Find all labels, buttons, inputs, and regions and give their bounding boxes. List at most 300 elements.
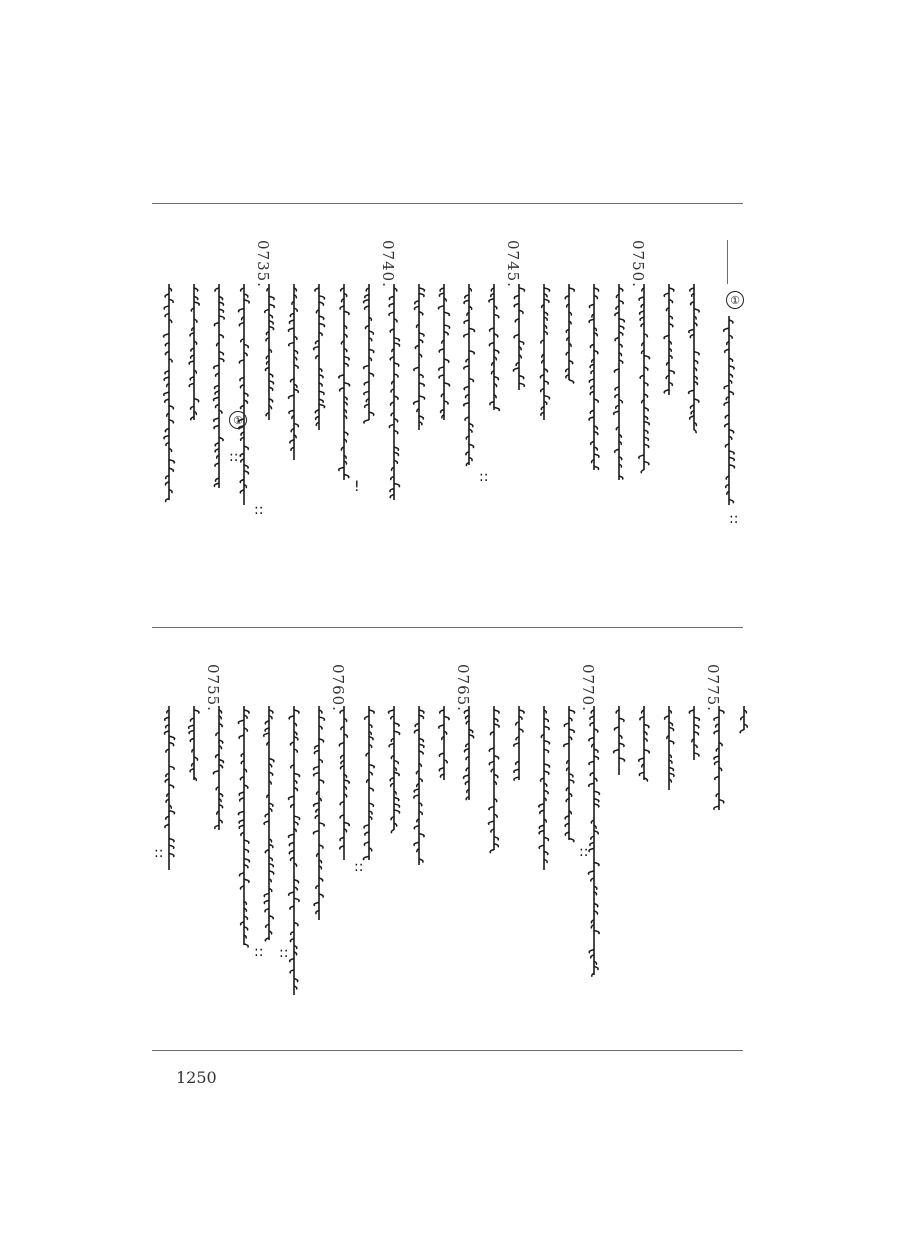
script-stroke bbox=[541, 407, 544, 411]
script-stroke bbox=[341, 727, 344, 731]
script-stroke bbox=[194, 370, 196, 374]
script-stroke bbox=[615, 394, 619, 398]
script-stroke bbox=[594, 756, 598, 760]
script-stroke bbox=[539, 831, 544, 835]
script-stroke bbox=[491, 769, 494, 773]
double-dot-mark: :: bbox=[729, 511, 739, 527]
script-stroke bbox=[215, 443, 219, 447]
script-stroke bbox=[516, 737, 519, 741]
script-stroke bbox=[419, 710, 424, 714]
script-stroke bbox=[719, 743, 722, 747]
script-stroke bbox=[640, 375, 644, 379]
script-stroke bbox=[494, 718, 498, 722]
script-stroke bbox=[391, 389, 394, 393]
script-stroke bbox=[619, 743, 624, 747]
script-stroke bbox=[419, 715, 424, 719]
script-stroke bbox=[569, 838, 574, 842]
script-stroke bbox=[166, 749, 169, 753]
script-stroke bbox=[244, 393, 248, 397]
script-stroke bbox=[590, 344, 594, 348]
script-stroke bbox=[639, 772, 644, 776]
script-stroke bbox=[444, 716, 449, 720]
script-stroke bbox=[619, 758, 625, 762]
script-stroke bbox=[469, 351, 474, 355]
script-stroke bbox=[594, 961, 597, 965]
script-stroke bbox=[588, 871, 594, 875]
script-stroke bbox=[294, 365, 298, 369]
script-stroke bbox=[494, 350, 499, 354]
script-stroke bbox=[344, 475, 349, 479]
script-stroke bbox=[439, 768, 444, 772]
script-stroke bbox=[269, 888, 272, 892]
script-stroke bbox=[214, 483, 219, 487]
script-stroke bbox=[344, 718, 347, 722]
middle-rule bbox=[152, 627, 743, 628]
script-stroke bbox=[594, 825, 596, 829]
script-stroke bbox=[644, 422, 649, 426]
script-stroke bbox=[214, 365, 219, 369]
script-stroke bbox=[319, 878, 323, 882]
script-stroke bbox=[494, 384, 497, 388]
script-stroke bbox=[616, 405, 619, 409]
script-stroke bbox=[166, 498, 169, 502]
script-stroke bbox=[469, 729, 473, 733]
script-stroke bbox=[169, 742, 174, 746]
script-stroke bbox=[344, 325, 347, 329]
script-stroke bbox=[569, 312, 572, 316]
script-stroke bbox=[364, 391, 369, 395]
script-stroke bbox=[369, 848, 372, 852]
script-stroke bbox=[344, 383, 350, 387]
script-stroke bbox=[194, 288, 198, 292]
script-stroke bbox=[391, 738, 394, 742]
script-stroke bbox=[365, 716, 369, 720]
script-stroke bbox=[729, 358, 733, 362]
script-stroke bbox=[592, 359, 594, 363]
script-stroke bbox=[444, 731, 447, 735]
script-stroke bbox=[289, 716, 294, 720]
script-stroke bbox=[644, 383, 648, 387]
script-stroke bbox=[215, 288, 219, 292]
script-stroke bbox=[164, 334, 169, 338]
script-stroke bbox=[714, 761, 719, 765]
double-dot-mark: :: bbox=[254, 944, 264, 960]
script-stroke bbox=[241, 288, 244, 292]
script-stroke bbox=[390, 495, 394, 499]
script-stroke bbox=[594, 831, 598, 835]
script-stroke bbox=[591, 386, 594, 390]
script-stroke bbox=[666, 375, 669, 379]
script-stroke bbox=[388, 710, 394, 714]
script-stroke bbox=[491, 829, 494, 833]
script-stroke bbox=[516, 722, 519, 726]
script-stroke bbox=[590, 723, 594, 727]
script-stroke bbox=[267, 288, 269, 292]
script-stroke bbox=[694, 323, 697, 327]
script-stroke bbox=[264, 893, 269, 897]
script-stroke bbox=[494, 315, 499, 319]
script-stroke bbox=[165, 294, 169, 298]
script-stroke bbox=[219, 820, 222, 824]
script-stroke bbox=[419, 803, 422, 807]
script-stroke bbox=[465, 781, 469, 785]
script-stroke bbox=[541, 734, 544, 738]
script-stroke bbox=[169, 448, 172, 452]
script-stroke bbox=[215, 404, 219, 408]
script-stroke bbox=[464, 386, 469, 390]
script-stroke bbox=[415, 345, 419, 349]
script-stroke bbox=[339, 467, 344, 471]
script-stroke bbox=[169, 288, 172, 292]
script-stroke bbox=[589, 950, 594, 954]
script-stroke bbox=[394, 823, 397, 827]
script-stroke bbox=[439, 293, 444, 297]
script-stroke bbox=[266, 338, 269, 342]
script-stroke bbox=[744, 724, 747, 728]
script-stroke bbox=[614, 369, 619, 373]
script-stroke bbox=[194, 341, 197, 345]
script-stroke bbox=[244, 769, 247, 773]
script-stroke bbox=[390, 489, 394, 493]
script-stroke bbox=[165, 717, 169, 721]
script-stroke bbox=[594, 328, 596, 332]
script-stroke bbox=[669, 773, 674, 777]
script-stroke bbox=[594, 904, 598, 908]
script-stroke bbox=[389, 296, 394, 300]
script-stroke bbox=[390, 329, 394, 333]
script-stroke bbox=[494, 395, 496, 399]
script-stroke bbox=[594, 931, 599, 935]
script-stroke bbox=[544, 317, 547, 321]
script-stroke bbox=[519, 310, 523, 314]
script-stroke bbox=[519, 341, 524, 345]
script-stroke bbox=[394, 447, 399, 451]
script-stroke bbox=[169, 359, 172, 363]
script-stroke bbox=[169, 299, 173, 303]
script-stroke bbox=[269, 374, 273, 378]
script-stroke bbox=[414, 842, 419, 846]
script-stroke bbox=[440, 288, 444, 292]
script-stroke bbox=[215, 463, 219, 467]
script-stroke bbox=[219, 334, 223, 338]
script-stroke bbox=[265, 909, 269, 913]
script-stroke bbox=[589, 783, 594, 787]
script-stroke bbox=[316, 416, 319, 420]
script-stroke bbox=[340, 802, 344, 806]
script-stroke bbox=[316, 310, 319, 314]
script-stroke bbox=[269, 879, 271, 883]
script-stroke bbox=[540, 810, 544, 814]
script-stroke bbox=[294, 288, 297, 292]
script-stroke bbox=[369, 412, 374, 416]
script-stroke bbox=[594, 454, 599, 458]
script-stroke bbox=[290, 970, 294, 974]
script-stroke bbox=[294, 389, 298, 393]
script-stroke bbox=[565, 816, 569, 820]
script-stroke bbox=[664, 390, 669, 394]
script-stroke bbox=[729, 436, 732, 440]
script-stroke bbox=[416, 771, 419, 775]
script-stroke bbox=[344, 829, 347, 833]
script-stroke bbox=[244, 400, 248, 404]
script-stroke bbox=[219, 799, 221, 803]
script-stroke bbox=[589, 848, 594, 852]
script-stroke bbox=[169, 845, 174, 849]
script-stroke bbox=[414, 401, 419, 405]
script-stroke bbox=[639, 455, 644, 459]
script-stroke bbox=[169, 420, 173, 424]
script-stroke bbox=[644, 778, 647, 782]
bottom-rule bbox=[152, 1050, 743, 1051]
script-stroke bbox=[744, 710, 746, 714]
script-stroke bbox=[469, 424, 473, 428]
script-stroke bbox=[544, 798, 546, 802]
script-stroke bbox=[590, 410, 594, 414]
script-stroke bbox=[590, 364, 594, 368]
script-stroke bbox=[294, 863, 297, 867]
script-stroke bbox=[594, 966, 598, 970]
script-stroke bbox=[417, 784, 419, 788]
script-stroke bbox=[219, 765, 223, 769]
script-stroke bbox=[466, 436, 469, 440]
script-stroke bbox=[419, 312, 423, 316]
script-stroke bbox=[725, 415, 729, 419]
script-stroke bbox=[169, 853, 174, 857]
script-stroke bbox=[316, 809, 319, 813]
script-stroke bbox=[691, 411, 694, 415]
script-stroke bbox=[319, 726, 322, 730]
script-stroke bbox=[489, 299, 494, 303]
script-stroke bbox=[264, 821, 269, 825]
script-stroke bbox=[219, 716, 221, 720]
script-stroke bbox=[465, 395, 469, 399]
script-stroke bbox=[494, 306, 497, 310]
script-stroke bbox=[340, 306, 344, 310]
script-stroke bbox=[244, 465, 248, 469]
script-stroke bbox=[244, 710, 249, 714]
script-stroke bbox=[166, 442, 169, 446]
script-stroke bbox=[319, 399, 323, 403]
script-stroke bbox=[619, 319, 624, 323]
script-stroke bbox=[419, 333, 424, 337]
script-stroke bbox=[319, 375, 323, 379]
script-stroke bbox=[219, 724, 222, 728]
script-stroke bbox=[344, 794, 347, 798]
script-stroke bbox=[690, 288, 694, 292]
script-stroke bbox=[216, 754, 219, 758]
script-stroke bbox=[490, 402, 494, 406]
script-stroke bbox=[519, 355, 521, 359]
script-stroke bbox=[363, 856, 369, 860]
script-stroke bbox=[466, 463, 469, 467]
script-stroke bbox=[544, 718, 548, 722]
script-stroke bbox=[514, 295, 519, 299]
script-stroke bbox=[239, 820, 244, 824]
script-stroke bbox=[591, 820, 594, 824]
script-stroke bbox=[341, 755, 344, 759]
script-stroke bbox=[294, 788, 298, 792]
script-stroke bbox=[644, 724, 649, 728]
script-stroke bbox=[313, 831, 319, 835]
script-stroke bbox=[344, 357, 349, 361]
script-stroke bbox=[319, 894, 323, 898]
script-stroke bbox=[619, 400, 622, 404]
script-stroke bbox=[490, 732, 494, 736]
script-stroke bbox=[238, 309, 244, 313]
script-stroke bbox=[289, 892, 294, 896]
script-stroke bbox=[294, 308, 297, 312]
script-stroke bbox=[244, 471, 249, 475]
script-stroke bbox=[544, 369, 547, 373]
script-stroke bbox=[169, 736, 175, 740]
script-stroke bbox=[716, 748, 719, 752]
script-stroke bbox=[216, 373, 219, 377]
script-stroke bbox=[369, 765, 374, 769]
script-stroke bbox=[694, 430, 696, 434]
script-stroke bbox=[466, 797, 469, 801]
script-stroke bbox=[467, 789, 469, 793]
script-stroke bbox=[391, 413, 394, 417]
script-stroke bbox=[414, 789, 419, 793]
script-stroke bbox=[542, 360, 544, 364]
script-stroke bbox=[369, 816, 372, 820]
script-stroke bbox=[344, 780, 349, 784]
script-stroke bbox=[319, 845, 323, 849]
script-stroke bbox=[714, 717, 719, 721]
script-stroke bbox=[219, 740, 223, 744]
script-stroke bbox=[444, 359, 449, 363]
script-stroke bbox=[239, 792, 244, 796]
script-stroke bbox=[416, 324, 419, 328]
script-stroke bbox=[464, 403, 469, 407]
script-stroke bbox=[438, 306, 444, 310]
script-stroke bbox=[419, 751, 423, 755]
script-stroke bbox=[494, 334, 498, 338]
script-stroke bbox=[419, 811, 422, 815]
script-stroke bbox=[194, 757, 198, 761]
script-stroke bbox=[689, 329, 694, 333]
script-stroke bbox=[690, 334, 694, 338]
script-stroke bbox=[239, 360, 244, 364]
script-stroke bbox=[544, 749, 549, 753]
script-stroke bbox=[594, 333, 597, 337]
script-stroke bbox=[564, 743, 569, 747]
script-stroke bbox=[316, 422, 319, 426]
script-stroke bbox=[314, 751, 319, 755]
script-stroke bbox=[269, 381, 274, 385]
script-stroke bbox=[194, 710, 199, 714]
script-stroke bbox=[589, 379, 594, 383]
script-stroke bbox=[692, 739, 694, 743]
script-stroke bbox=[619, 301, 623, 305]
script-stroke bbox=[592, 744, 594, 748]
script-stroke bbox=[244, 715, 247, 719]
script-stroke bbox=[419, 763, 421, 767]
script-stroke bbox=[344, 334, 347, 338]
script-stroke bbox=[390, 778, 394, 782]
script-stroke bbox=[619, 434, 621, 438]
script-stroke bbox=[569, 729, 574, 733]
script-stroke bbox=[166, 773, 169, 777]
script-stroke bbox=[719, 800, 724, 804]
script-stroke bbox=[619, 457, 622, 461]
script-stroke bbox=[641, 323, 644, 327]
script-stroke bbox=[215, 478, 219, 482]
script-stroke bbox=[165, 352, 169, 356]
script-stroke bbox=[488, 821, 494, 825]
script-stroke bbox=[265, 368, 269, 372]
script-stroke bbox=[594, 804, 599, 808]
script-stroke bbox=[391, 467, 394, 471]
script-stroke bbox=[667, 736, 669, 740]
script-stroke bbox=[544, 312, 548, 316]
script-stroke bbox=[569, 774, 573, 778]
script-stroke bbox=[394, 288, 397, 292]
script-stroke bbox=[294, 816, 300, 820]
script-stroke bbox=[567, 337, 569, 341]
script-stroke bbox=[619, 332, 623, 336]
script-stroke bbox=[241, 832, 244, 836]
script-stroke bbox=[669, 370, 674, 374]
script-stroke bbox=[244, 879, 249, 883]
script-stroke bbox=[466, 744, 469, 748]
script-stroke bbox=[269, 764, 272, 768]
script-stroke bbox=[619, 326, 624, 330]
script-stroke bbox=[392, 349, 394, 353]
script-stroke bbox=[540, 375, 544, 379]
script-stroke bbox=[414, 306, 419, 310]
script-stroke bbox=[516, 363, 519, 367]
script-stroke bbox=[694, 732, 699, 736]
script-stroke bbox=[565, 823, 569, 827]
script-stroke bbox=[190, 738, 194, 742]
script-stroke bbox=[439, 367, 444, 371]
script-stroke bbox=[189, 730, 194, 734]
footnote-marker: ① bbox=[726, 291, 744, 309]
script-stroke bbox=[589, 304, 594, 308]
script-stroke bbox=[417, 849, 419, 853]
script-stroke bbox=[241, 459, 244, 463]
script-stroke bbox=[594, 351, 598, 355]
script-stroke bbox=[265, 938, 269, 942]
script-stroke bbox=[340, 815, 344, 819]
script-stroke bbox=[569, 737, 572, 741]
script-stroke bbox=[169, 406, 173, 410]
script-stroke bbox=[369, 803, 373, 807]
script-stroke bbox=[669, 341, 671, 345]
script-stroke bbox=[344, 432, 348, 436]
script-stroke bbox=[269, 871, 274, 875]
script-stroke bbox=[669, 768, 674, 772]
script-stroke bbox=[219, 805, 223, 809]
script-stroke bbox=[544, 325, 547, 329]
script-stroke bbox=[369, 772, 372, 776]
script-stroke bbox=[369, 724, 372, 728]
script-stroke bbox=[290, 313, 294, 317]
script-stroke bbox=[689, 390, 694, 394]
script-stroke bbox=[344, 410, 346, 414]
script-stroke bbox=[439, 349, 444, 353]
script-stroke bbox=[364, 420, 369, 424]
script-stroke bbox=[519, 383, 524, 387]
script-stroke bbox=[165, 399, 169, 403]
script-stroke bbox=[190, 333, 194, 337]
script-stroke bbox=[244, 927, 248, 931]
script-stroke bbox=[289, 843, 294, 847]
script-stroke bbox=[590, 842, 594, 846]
script-stroke bbox=[669, 355, 672, 359]
script-stroke bbox=[541, 389, 544, 393]
